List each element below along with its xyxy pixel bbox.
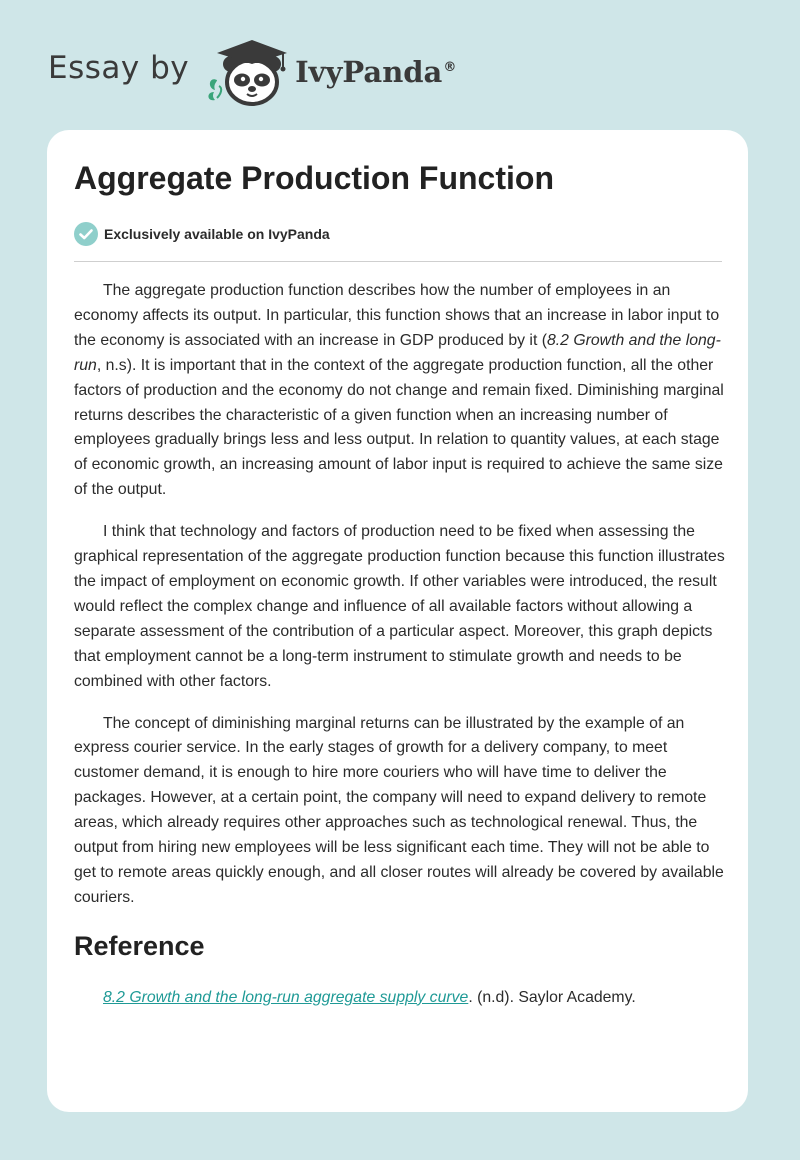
paragraph-1-text-start: The aggregate production function describes how the number of employees in an economy affects its output. In particular, this function shows that an increase in labor input to the economy is associated with an increase in GDP produced by it ( [74, 282, 720, 349]
essay-card [47, 130, 748, 1112]
title-divider [74, 261, 722, 262]
in-text-citation: 8.2 Growth and the long-run [74, 331, 721, 374]
exclusive-badge-label: Exclusively available on IvyPanda [104, 226, 330, 242]
exclusive-badge [74, 222, 330, 246]
reference-entry [103, 986, 726, 1011]
paragraph-1-text-end: , n.s). It is important that in the context of the aggregate production function, all the other factors of production and the economy do not change and remain fixed. Diminishing marginal returns describes the characteristic of a given function when an increasing number of employees gradually brings less and less output. In relation to quantity values, at each stage of economic growth, an increasing amount of labor input is required to achieve the same size of the output. [74, 356, 724, 499]
brand-name-text: IvyPanda [295, 55, 443, 89]
paragraph-3: The concept of diminishing marginal returns can be illustrated by the example of an express courier service. In the early stages of growth for a delivery company, to meet customer demand, it is enough to hire more couriers who will have time to deliver the packages. However, at a certain point, the company will need to expand delivery to remote areas, which already requires other approaches such as technological renewal. Thus, the output from hiring new employees will be less significant each time. They will not be able to get to remote areas quickly enough, and all closer routes will already be covered by available couriers. [74, 714, 724, 906]
check-circle-icon [74, 222, 98, 246]
reference-heading: Reference [74, 930, 205, 961]
essay-body [74, 279, 726, 1011]
brand-name [295, 55, 456, 89]
registered-mark: ® [443, 60, 457, 76]
paragraph-2: I think that technology and factors of production need to be fixed when assessing the graphical representation of the aggregate production function because this function illustrates the impact of employment on economic growth. If other variables were introduced, the result would reflect the complex change and influence of all available factors without allowing a separate assessment of the contribution of a particular aspect. Moreover, this graph depicts that employment cannot be a long-term instrument to stimulate growth and needs to be combined with other factors. [74, 523, 725, 690]
essay-title: Aggregate Production Function [74, 160, 554, 196]
paragraph-1 [74, 279, 726, 503]
site-header [48, 36, 456, 108]
reference-link[interactable]: 8.2 Growth and the long-run aggregate supply curve [103, 988, 469, 1006]
essay-by-label: Essay by [48, 50, 190, 86]
reference-entry-rest: . (n.d). Saylor Academy. [468, 988, 636, 1006]
panda-graduate-icon [203, 36, 293, 108]
